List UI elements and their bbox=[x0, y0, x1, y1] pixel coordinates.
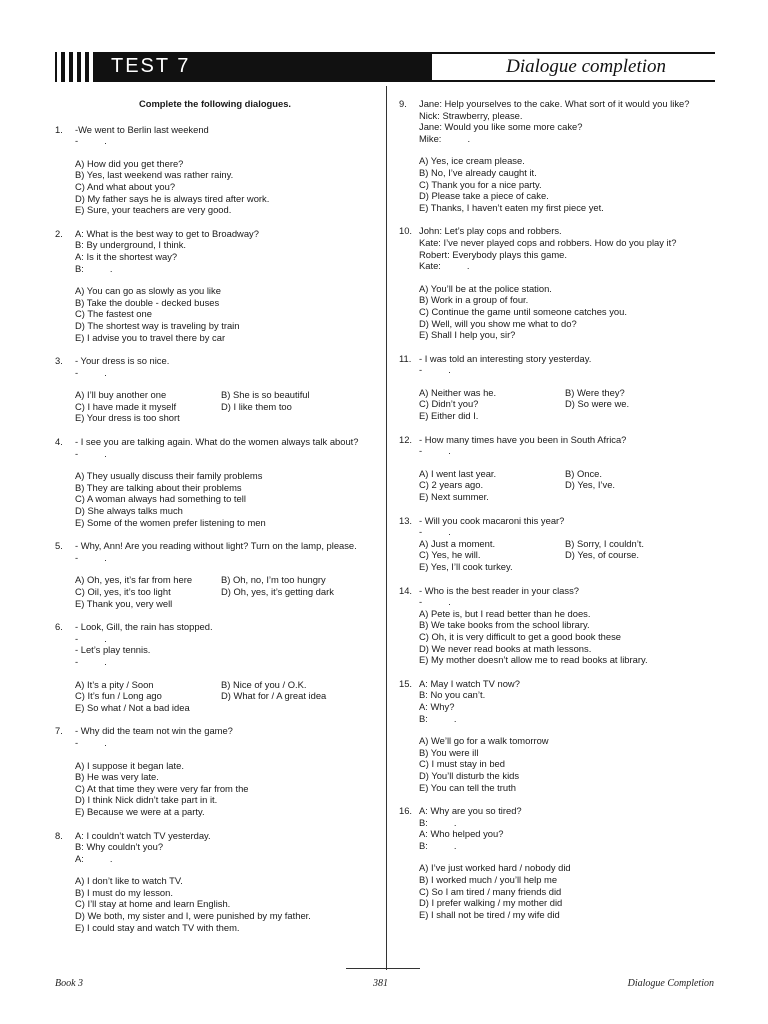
answer-options bbox=[75, 574, 375, 609]
dialogue-line: - . bbox=[419, 596, 451, 608]
question-text bbox=[75, 228, 375, 274]
question-text bbox=[419, 353, 717, 376]
question-item bbox=[399, 678, 717, 793]
answer-option: C) So I am tired / many friends did bbox=[419, 885, 562, 897]
dialogue-line: - . bbox=[75, 135, 107, 147]
answer-option: A) I’ll buy another one bbox=[75, 389, 167, 401]
answer-option: D) She always talks much bbox=[75, 505, 183, 517]
question-number: 10. bbox=[399, 225, 413, 237]
answer-option: C) I’ll stay at home and learn English. bbox=[75, 898, 231, 910]
dialogue-line: - . bbox=[75, 655, 107, 667]
question-item bbox=[399, 225, 717, 340]
answer-option: E) Yes, I’ll cook turkey. bbox=[419, 561, 513, 572]
answer-option: B) Were they? bbox=[565, 386, 625, 398]
answer-options bbox=[419, 155, 717, 213]
dialogue-line: - How many times have you been in South Africa? bbox=[419, 433, 627, 445]
question-number: 16. bbox=[399, 805, 413, 817]
right-question-list bbox=[399, 98, 717, 920]
footer-book: Book 3 bbox=[55, 978, 84, 989]
answer-option: D) The shortest way is traveling by train bbox=[75, 319, 240, 331]
dialogue-line: A: Why? bbox=[419, 700, 455, 712]
answer-options bbox=[419, 387, 717, 422]
answer-options bbox=[75, 760, 375, 818]
answer-option: B) I worked much / you’ll help me bbox=[419, 874, 558, 886]
answer-option: C) It’s fun / Long ago bbox=[75, 690, 162, 702]
dialogue-line: John: Let’s play cops and robbers. bbox=[419, 225, 562, 237]
answer-option: E) I shall not be tired / my wife did bbox=[419, 908, 560, 920]
question-item bbox=[399, 805, 717, 920]
question-item bbox=[399, 515, 717, 573]
dialogue-line: B: . bbox=[75, 262, 113, 274]
answer-option: D) I think Nick didn’t take part in it. bbox=[75, 794, 218, 806]
answer-option: B) Take the double - decked buses bbox=[75, 296, 220, 308]
dialogue-line: A: What is the best way to get to Broadway? bbox=[75, 227, 259, 239]
answer-option: A) Yes, ice cream please. bbox=[419, 155, 525, 167]
dialogue-line: B: By underground, I think. bbox=[75, 239, 187, 251]
page-number: 381 bbox=[373, 978, 388, 989]
answer-option: C) Oh, it is very difficult to get a good book these bbox=[419, 630, 622, 642]
answer-option: D) We never read books at math lessons. bbox=[419, 642, 592, 654]
answer-option: B) I must do my lesson. bbox=[75, 886, 173, 898]
question-number: 9. bbox=[399, 98, 407, 109]
question-item bbox=[55, 540, 375, 609]
answer-option: D) Yes, I’ve. bbox=[565, 479, 616, 491]
answer-option: E) Thanks, I haven’t eaten my first piece yet. bbox=[419, 201, 604, 213]
question-number: 7. bbox=[55, 725, 63, 737]
answer-option: A) I suppose it began late. bbox=[75, 759, 184, 771]
answer-options bbox=[419, 283, 717, 341]
question-text bbox=[419, 585, 717, 608]
header-stripes bbox=[55, 52, 99, 82]
answer-option: A) You can go as slowly as you like bbox=[75, 285, 221, 297]
answer-option: B) Sorry, I couldn’t. bbox=[565, 537, 645, 549]
question-text bbox=[419, 515, 717, 538]
dialogue-line: -We went to Berlin last weekend bbox=[75, 123, 209, 135]
answer-options bbox=[419, 538, 717, 573]
answer-option: A) They usually discuss their family problems bbox=[75, 470, 263, 482]
answer-option: E) Next summer. bbox=[419, 491, 489, 503]
question-text bbox=[75, 830, 375, 865]
question-item bbox=[55, 228, 375, 343]
answer-option: D) We both, my sister and I, were punished by my father. bbox=[75, 910, 311, 922]
test-label: TEST 7 bbox=[111, 55, 191, 77]
answer-options bbox=[419, 608, 717, 666]
answer-option: A) Pete is, but I read better than he does. bbox=[419, 607, 591, 619]
dialogue-line: - . bbox=[75, 736, 107, 748]
answer-option: C) Thank you for a nice party. bbox=[419, 178, 542, 190]
question-item bbox=[399, 353, 717, 422]
answer-option: A) I’ve just worked hard / nobody did bbox=[419, 862, 571, 874]
question-number: 8. bbox=[55, 829, 63, 841]
question-text bbox=[75, 124, 375, 147]
answer-option: E) I advise you to travel there by car bbox=[75, 331, 226, 343]
answer-option: B) Nice of you / O.K. bbox=[221, 678, 307, 690]
answer-option: C) Oil, yes, it’s too light bbox=[75, 586, 171, 597]
answer-option: B) Oh, no, I’m too hungry bbox=[221, 574, 326, 586]
question-text bbox=[75, 355, 375, 378]
instruction: Complete the following dialogues. bbox=[138, 98, 292, 109]
answer-options bbox=[75, 679, 375, 714]
answer-option: E) Your dress is too short bbox=[75, 412, 180, 424]
answer-option: B) He was very late. bbox=[75, 771, 159, 783]
answer-options bbox=[419, 735, 717, 793]
dialogue-line: A: May I watch TV now? bbox=[419, 677, 520, 689]
answer-options bbox=[75, 285, 375, 343]
question-item bbox=[55, 830, 375, 934]
question-text bbox=[419, 98, 717, 144]
page-title: Dialogue completion bbox=[506, 56, 666, 77]
dialogue-line: - . bbox=[419, 364, 451, 376]
answer-options bbox=[75, 389, 375, 424]
question-number: 6. bbox=[55, 621, 63, 633]
dialogue-line: - . bbox=[419, 445, 451, 457]
answer-option: E) I could stay and watch TV with them. bbox=[75, 921, 240, 933]
dialogue-line: - Let’s play tennis. bbox=[75, 644, 151, 656]
question-item bbox=[399, 98, 717, 213]
answer-option: A) Just a moment. bbox=[419, 537, 496, 549]
answer-option: A) You’ll be at the police station. bbox=[419, 282, 552, 294]
question-number: 12. bbox=[399, 433, 413, 445]
answer-option: D) My father says he is always tired after work. bbox=[75, 192, 270, 204]
dialogue-line: B: No you can’t. bbox=[419, 689, 486, 701]
answer-option: B) We take books from the school library. bbox=[419, 619, 590, 631]
answer-option: A) It’s a pity / Soon bbox=[75, 678, 154, 690]
question-item bbox=[55, 725, 375, 817]
dialogue-line: Mike: . bbox=[419, 132, 471, 144]
dialogue-line: - I see you are talking again. What do the women always talk about? bbox=[75, 436, 359, 448]
dialogue-line: A: . bbox=[75, 852, 113, 864]
answer-options bbox=[75, 470, 375, 528]
answer-option: C) And what about you? bbox=[75, 180, 176, 192]
dialogue-line: B: Why couldn’t you? bbox=[75, 841, 164, 853]
answer-option: B) They are talking about their problems bbox=[75, 481, 242, 493]
header-title-box bbox=[431, 54, 768, 80]
answer-option: B) She is so beautiful bbox=[221, 389, 310, 401]
question-number: 15. bbox=[399, 677, 413, 689]
question-text bbox=[75, 436, 375, 459]
answer-option: E) My mother doesn’t allow me to read books at library. bbox=[419, 654, 648, 666]
dialogue-line: - . bbox=[75, 366, 107, 378]
dialogue-line: Robert: Everybody plays this game. bbox=[419, 248, 567, 260]
answer-option: E) Some of the women prefer listening to men bbox=[75, 516, 266, 528]
dialogue-line: - I was told an interesting story yesterday. bbox=[419, 352, 592, 364]
question-text bbox=[419, 225, 717, 271]
question-text bbox=[419, 434, 717, 457]
answer-option: E) Sure, your teachers are very good. bbox=[75, 204, 232, 216]
answer-option: A) Neither was he. bbox=[419, 386, 497, 398]
dialogue-line: Kate: . bbox=[419, 260, 470, 272]
answer-option: D) What for / A great idea bbox=[221, 690, 327, 702]
answer-option: A) How did you get there? bbox=[75, 157, 184, 169]
question-text bbox=[419, 678, 717, 724]
dialogue-line: Jane: Help yourselves to the cake. What sort of it would you like? bbox=[419, 98, 690, 109]
answer-option: A) We’ll go for a walk tomorrow bbox=[419, 735, 549, 747]
question-item bbox=[55, 355, 375, 424]
answer-options bbox=[75, 158, 375, 216]
answer-option: C) Continue the game until someone catches you. bbox=[419, 305, 627, 317]
question-number: 14. bbox=[399, 584, 413, 596]
question-item bbox=[399, 434, 717, 503]
answer-option: A) I don’t like to watch TV. bbox=[75, 875, 183, 887]
dialogue-line: - Your dress is so nice. bbox=[75, 355, 170, 367]
dialogue-line: A: Is it the shortest way? bbox=[75, 250, 178, 262]
dialogue-line: - . bbox=[75, 632, 107, 644]
question-number: 1. bbox=[55, 123, 63, 135]
answer-option: D) I prefer walking / my mother did bbox=[419, 897, 563, 909]
dialogue-line: A: Why are you so tired? bbox=[419, 805, 522, 817]
right-column bbox=[399, 98, 717, 932]
dialogue-line: A: Who helped you? bbox=[419, 828, 504, 840]
test-header bbox=[55, 52, 715, 82]
answer-option: A) I went last year. bbox=[419, 467, 497, 479]
answer-option: B) No, I’ve already caught it. bbox=[419, 166, 537, 178]
question-number: 13. bbox=[399, 514, 413, 526]
dialogue-line: - Why, Ann! Are you reading without light? Turn on the lamp, please. bbox=[75, 540, 357, 552]
answer-options bbox=[419, 862, 717, 920]
left-question-list bbox=[55, 124, 375, 934]
dialogue-line: Nick: Strawberry, please. bbox=[419, 109, 523, 121]
question-number: 2. bbox=[55, 227, 63, 239]
answer-option: E) You can tell the truth bbox=[419, 781, 516, 793]
answer-option: C) 2 years ago. bbox=[419, 479, 484, 491]
dialogue-line: B: . bbox=[419, 712, 457, 724]
answer-option: D) Well, will you show me what to do? bbox=[419, 317, 577, 329]
question-text bbox=[419, 805, 717, 851]
question-item bbox=[399, 585, 717, 666]
dialogue-line: - . bbox=[419, 526, 451, 538]
answer-option: D) So were we. bbox=[565, 398, 630, 410]
answer-option: B) Yes, last weekend was rather rainy. bbox=[75, 169, 234, 181]
dialogue-line: B: . bbox=[419, 816, 457, 828]
answer-option: B) Work in a group of four. bbox=[419, 294, 529, 306]
answer-option: D) Yes, of course. bbox=[565, 549, 639, 561]
question-number: 3. bbox=[55, 355, 63, 367]
dialogue-line: B: . bbox=[419, 839, 457, 851]
answer-option: E) Either did I. bbox=[419, 410, 479, 422]
answer-option: C) Yes, he will. bbox=[419, 549, 481, 561]
answer-option: E) Because we were at a party. bbox=[75, 805, 205, 817]
answer-option: E) Shall I help you, sir? bbox=[419, 329, 516, 341]
question-text bbox=[75, 540, 375, 563]
answer-option: D) Please take a piece of cake. bbox=[419, 190, 549, 202]
question-number: 5. bbox=[55, 540, 63, 552]
question-number: 4. bbox=[55, 436, 63, 448]
answer-option: C) I must stay in bed bbox=[419, 758, 505, 770]
dialogue-line: - Who is the best reader in your class? bbox=[419, 584, 579, 596]
answer-option: C) I have made it myself bbox=[75, 400, 177, 412]
answer-option: D) You’ll disturb the kids bbox=[419, 769, 520, 781]
dialogue-line: A: I couldn’t watch TV yesterday. bbox=[75, 829, 211, 841]
dialogue-line: Jane: Would you like some more cake? bbox=[419, 121, 583, 133]
answer-option: E) Thank you, very well bbox=[75, 597, 173, 609]
dialogue-line: - Will you cook macaroni this year? bbox=[419, 514, 565, 526]
answer-options bbox=[419, 468, 717, 503]
answer-option: C) The fastest one bbox=[75, 308, 152, 320]
left-column bbox=[55, 98, 375, 945]
dialogue-line: - Look, Gill, the rain has stopped. bbox=[75, 621, 213, 633]
footer-section: Dialogue Completion bbox=[627, 978, 714, 989]
dialogue-line: - . bbox=[75, 447, 107, 459]
answer-option: E) So what / Not a bad idea bbox=[75, 701, 190, 713]
question-number: 11. bbox=[399, 352, 412, 364]
answer-option: C) Didn’t you? bbox=[419, 398, 479, 410]
answer-option: D) I like them too bbox=[221, 400, 292, 412]
question-item bbox=[55, 124, 375, 216]
answer-option: C) A woman always had something to tell bbox=[75, 493, 246, 505]
question-item bbox=[55, 436, 375, 528]
answer-options bbox=[75, 875, 375, 933]
footer-rule bbox=[346, 968, 420, 969]
column-divider bbox=[386, 86, 387, 970]
answer-option: A) Oh, yes, it’s far from here bbox=[75, 574, 193, 586]
question-item bbox=[55, 621, 375, 713]
question-text bbox=[75, 621, 375, 667]
answer-option: B) You were ill bbox=[419, 746, 479, 758]
answer-option: C) At that time they were very far from the bbox=[75, 782, 249, 794]
question-text bbox=[75, 725, 375, 748]
dialogue-line: Kate: I’ve never played cops and robbers. How do you play it? bbox=[419, 236, 677, 248]
answer-option: D) Oh, yes, it’s getting dark bbox=[221, 586, 334, 597]
dialogue-line: - Why did the team not win the game? bbox=[75, 725, 233, 737]
answer-option: B) Once. bbox=[565, 467, 602, 479]
dialogue-line: - . bbox=[75, 551, 107, 563]
